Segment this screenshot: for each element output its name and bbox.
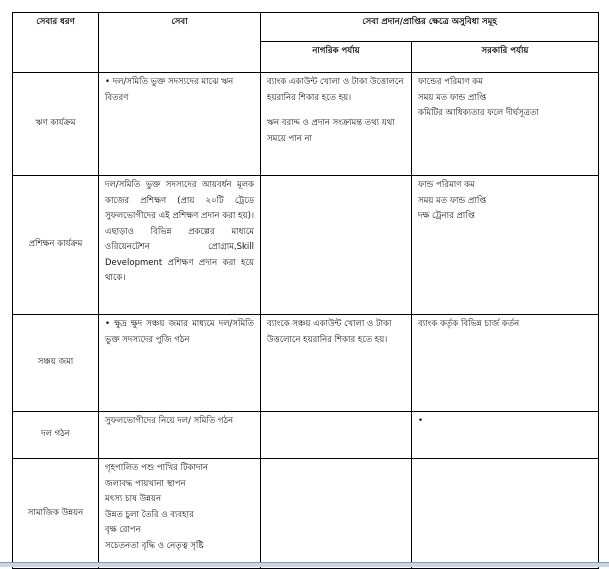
government-text: সময় মত ফান্ড প্রাপ্তি bbox=[418, 195, 487, 206]
header-service: সেবা bbox=[99, 13, 261, 73]
government-text: ফান্ড পরিমাণ কম bbox=[418, 180, 475, 190]
service-text: সুফলভোগীদের নিয়ে দল/ সমিতি গঠন bbox=[105, 416, 234, 426]
service-text: সচেতনতা বৃদ্ধি ও নেতৃত্ব সৃষ্টি bbox=[105, 540, 204, 551]
service-cell bbox=[99, 315, 261, 412]
government-cell bbox=[412, 176, 599, 315]
government-text: ফান্ডের পরিমাণ কম bbox=[418, 77, 483, 87]
service-text: জলাবদ্ধ পায়খানা স্থাপন bbox=[105, 478, 186, 489]
service-type: সঞ্চয় জমা bbox=[13, 315, 99, 412]
government-text: সময় মত ফান্ড প্রাপ্তি bbox=[418, 92, 487, 103]
service-text: দল/সমিতি ভুক্ত সদস্যদের আয়বর্ধন মূলক কাজের প্রশিক্ষণ (প্রায় ২০টি ট্রেডে সুফলভোগীদের এই প্রশিক্ষণ প্রদান করা হয়)। এছাড়াও বিভিন্ন প্রকল্পের মাধ্যমে ওরিয়েনটেশন প্রোগ্রাম,Skill Development প্রশিক্ষণ প্রদান করা হয়ে থাকে। bbox=[105, 180, 254, 283]
service-text: উন্নত চুলা তৈরি ও ব্যবহার bbox=[105, 509, 194, 520]
citizen-text: ঋন বরাদ্দ ও প্রদান সংক্রামন্ত তথ্য যথা সময়ে পান না bbox=[267, 118, 395, 144]
government-text: কমিটির আধিক্যতার ফলে দীর্ঘসূত্রতা bbox=[418, 108, 539, 118]
table-row bbox=[13, 459, 599, 569]
government-cell bbox=[412, 315, 599, 412]
government-text: দক্ষ ট্রেনার প্রাপ্তি bbox=[418, 211, 475, 221]
service-type: সামাজিক উন্নয়ন bbox=[13, 459, 99, 569]
service-type: দল গঠন bbox=[13, 412, 99, 459]
table-row bbox=[13, 176, 599, 315]
government-cell bbox=[412, 459, 599, 569]
header-citizen-level: নাগরিক পর্যায় bbox=[261, 42, 412, 73]
service-type: প্রশিক্ষন কার্যক্রম bbox=[13, 176, 99, 315]
service-text: • ক্ষুদ্র ক্ষুদ সঞ্চয় জমার মাধ্যমে দল/সমিতি ভুক্ত সদস্যদের পুজি গঠন bbox=[105, 319, 254, 345]
table-row bbox=[13, 73, 599, 176]
service-text: বৃক্ষ রোপন bbox=[105, 525, 141, 535]
header-government-level: সরকারি পর্যায় bbox=[412, 42, 599, 73]
window-bottom-bar bbox=[0, 562, 609, 567]
services-table bbox=[12, 12, 599, 569]
header-service-type: সেবার ধরণ bbox=[13, 13, 99, 73]
service-cell bbox=[99, 459, 261, 569]
service-type: ঋণ কার্যক্রম bbox=[13, 73, 99, 176]
service-text: • দল/সমিতি ভুক্ত সদস্যদের মাঝে ঋন বিতরণ bbox=[105, 77, 234, 103]
service-cell bbox=[99, 412, 261, 459]
citizen-cell bbox=[261, 412, 412, 459]
table-row bbox=[13, 412, 599, 459]
government-cell bbox=[412, 73, 599, 176]
citizen-text: ব্যাংক একাউন্ট খোলা ও টাকা উত্তোলনে হয়রানির শিকার হতে হয়। bbox=[267, 77, 404, 103]
citizen-cell bbox=[261, 176, 412, 315]
government-cell bbox=[412, 412, 599, 459]
bullet: • bbox=[418, 416, 424, 426]
table-row bbox=[13, 315, 599, 412]
citizen-cell bbox=[261, 73, 412, 176]
service-cell bbox=[99, 176, 261, 315]
service-cell bbox=[99, 73, 261, 176]
citizen-text: ব্যাংকে সঞ্চয় একাউন্ট খোলা ও টাকা উত্তলোনে হয়রানির শিকার হতে হয়। bbox=[267, 319, 392, 345]
citizen-cell bbox=[261, 459, 412, 569]
service-text: মৎস্য চাষ উন্নয়ন bbox=[105, 494, 162, 504]
government-text: ব্যাংক কর্তৃক বিভিন্ন চার্জ কর্তন bbox=[418, 319, 520, 329]
header-problems: সেবা প্রদান/প্রাপ্তির ক্ষেত্রে অসুবিধা সমূহ bbox=[261, 13, 599, 42]
citizen-cell bbox=[261, 315, 412, 412]
service-text: গৃহপালিত পশু পাখির টিকাদান bbox=[105, 463, 209, 473]
